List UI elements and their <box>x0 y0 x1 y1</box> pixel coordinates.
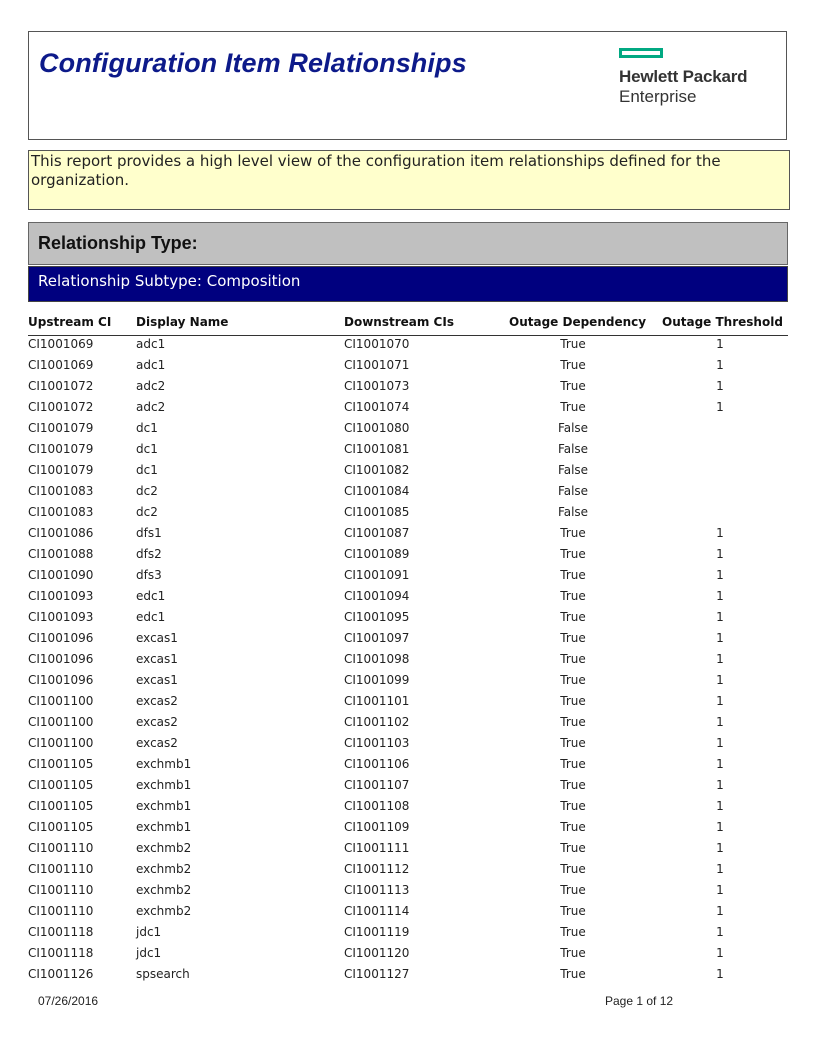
display-name-cell: jdc1 <box>136 946 162 960</box>
downstream-ci-cell: CI1001080 <box>344 421 410 435</box>
outage-threshold-cell: 1 <box>716 610 724 624</box>
upstream-ci-cell: CI1001118 <box>28 946 94 960</box>
display-name-cell: edc1 <box>136 610 166 624</box>
outage-threshold-cell: 1 <box>716 883 724 897</box>
logo-text-line1: Hewlett Packard <box>619 67 748 86</box>
relationship-type-label: Relationship Type: <box>38 233 198 253</box>
downstream-ci-cell: CI1001073 <box>344 379 410 393</box>
upstream-ci-cell: CI1001090 <box>28 568 94 582</box>
column-header-outage-threshold: Outage Threshold <box>662 315 783 329</box>
downstream-ci-cell: CI1001074 <box>344 400 410 414</box>
outage-dependency-cell: False <box>557 421 589 435</box>
upstream-ci-cell: CI1001079 <box>28 463 94 477</box>
display-name-cell: excas2 <box>136 736 178 750</box>
outage-threshold-cell: 1 <box>716 736 724 750</box>
outage-dependency-cell: True <box>560 757 586 771</box>
table-row <box>0 420 816 441</box>
outage-threshold-cell: 1 <box>716 631 724 645</box>
table-row <box>0 777 816 798</box>
table-row <box>0 966 816 987</box>
outage-dependency-cell: True <box>560 547 586 561</box>
downstream-ci-cell: CI1001087 <box>344 526 410 540</box>
display-name-cell: excas1 <box>136 673 178 687</box>
upstream-ci-cell: CI1001069 <box>28 358 94 372</box>
upstream-ci-cell: CI1001100 <box>28 736 94 750</box>
outage-dependency-cell: True <box>560 778 586 792</box>
display-name-cell: excas2 <box>136 715 178 729</box>
table-row <box>0 588 816 609</box>
upstream-ci-cell: CI1001072 <box>28 400 94 414</box>
display-name-cell: exchmb1 <box>136 778 192 792</box>
outage-threshold-cell: 1 <box>716 757 724 771</box>
outage-threshold-cell: 1 <box>716 652 724 666</box>
relationship-type-header <box>28 222 788 265</box>
display-name-cell: exchmb1 <box>136 820 192 834</box>
relationship-subtype-label: Relationship Subtype: Composition <box>38 272 301 290</box>
outage-dependency-cell: False <box>557 463 589 477</box>
table-row <box>0 546 816 567</box>
upstream-ci-cell: CI1001093 <box>28 610 94 624</box>
upstream-ci-cell: CI1001110 <box>28 862 94 876</box>
table-row <box>0 924 816 945</box>
upstream-ci-cell: CI1001100 <box>28 715 94 729</box>
outage-threshold-cell: 1 <box>716 547 724 561</box>
outage-threshold-cell: 1 <box>716 862 724 876</box>
display-name-cell: dc2 <box>136 484 158 498</box>
table-row <box>0 630 816 651</box>
display-name-cell: excas2 <box>136 694 178 708</box>
downstream-ci-cell: CI1001089 <box>344 547 410 561</box>
downstream-ci-cell: CI1001127 <box>344 967 410 981</box>
upstream-ci-cell: CI1001105 <box>28 757 94 771</box>
footer-page-number: Page 1 of 12 <box>605 994 674 1008</box>
display-name-cell: adc2 <box>136 379 166 393</box>
upstream-ci-cell: CI1001093 <box>28 589 94 603</box>
table-row <box>0 798 816 819</box>
downstream-ci-cell: CI1001106 <box>344 757 410 771</box>
table-row <box>0 441 816 462</box>
table-row <box>0 378 816 399</box>
upstream-ci-cell: CI1001100 <box>28 694 94 708</box>
outage-dependency-cell: False <box>557 505 589 519</box>
outage-dependency-cell: True <box>560 820 586 834</box>
downstream-ci-cell: CI1001107 <box>344 778 410 792</box>
display-name-cell: adc1 <box>136 337 166 351</box>
outage-threshold-cell: 1 <box>716 715 724 729</box>
table-row <box>0 903 816 924</box>
outage-threshold-cell: 1 <box>716 946 724 960</box>
outage-threshold-cell: 1 <box>716 925 724 939</box>
display-name-cell: dfs3 <box>136 568 162 582</box>
outage-dependency-cell: True <box>560 715 586 729</box>
upstream-ci-cell: CI1001105 <box>28 799 94 813</box>
downstream-ci-cell: CI1001101 <box>344 694 410 708</box>
outage-threshold-cell: 1 <box>716 673 724 687</box>
display-name-cell: spsearch <box>136 967 190 981</box>
downstream-ci-cell: CI1001119 <box>344 925 410 939</box>
outage-threshold-cell: 1 <box>716 820 724 834</box>
downstream-ci-cell: CI1001103 <box>344 736 410 750</box>
downstream-ci-cell: CI1001084 <box>344 484 410 498</box>
outage-dependency-cell: True <box>560 358 586 372</box>
outage-threshold-cell: 1 <box>716 841 724 855</box>
column-header-upstream-ci: Upstream CI <box>28 315 112 329</box>
downstream-ci-cell: CI1001097 <box>344 631 410 645</box>
outage-dependency-cell: True <box>560 967 586 981</box>
upstream-ci-cell: CI1001105 <box>28 778 94 792</box>
downstream-ci-cell: CI1001085 <box>344 505 410 519</box>
upstream-ci-cell: CI1001096 <box>28 631 94 645</box>
outage-dependency-cell: True <box>560 736 586 750</box>
upstream-ci-cell: CI1001079 <box>28 442 94 456</box>
table-row <box>0 840 816 861</box>
outage-dependency-cell: True <box>560 694 586 708</box>
outage-dependency-cell: True <box>560 862 586 876</box>
upstream-ci-cell: CI1001110 <box>28 841 94 855</box>
outage-threshold-cell: 1 <box>716 589 724 603</box>
table-row <box>0 882 816 903</box>
column-header-downstream-cis: Downstream CIs <box>344 315 454 329</box>
table-row <box>0 945 816 966</box>
upstream-ci-cell: CI1001096 <box>28 652 94 666</box>
outage-threshold-cell: 1 <box>716 337 724 351</box>
display-name-cell: exchmb2 <box>136 883 192 897</box>
outage-threshold-cell: 1 <box>716 799 724 813</box>
display-name-cell: dc1 <box>136 421 158 435</box>
outage-dependency-cell: True <box>560 568 586 582</box>
downstream-ci-cell: CI1001109 <box>344 820 410 834</box>
outage-dependency-cell: True <box>560 841 586 855</box>
downstream-ci-cell: CI1001108 <box>344 799 410 813</box>
upstream-ci-cell: CI1001105 <box>28 820 94 834</box>
display-name-cell: exchmb2 <box>136 904 192 918</box>
outage-dependency-cell: False <box>557 442 589 456</box>
downstream-ci-cell: CI1001098 <box>344 652 410 666</box>
downstream-ci-cell: CI1001099 <box>344 673 410 687</box>
outage-dependency-cell: True <box>560 610 586 624</box>
display-name-cell: exchmb2 <box>136 862 192 876</box>
outage-threshold-cell: 1 <box>716 526 724 540</box>
upstream-ci-cell: CI1001088 <box>28 547 94 561</box>
downstream-ci-cell: CI1001112 <box>344 862 410 876</box>
hpe-logo-icon <box>619 48 663 58</box>
table-row <box>0 651 816 672</box>
downstream-ci-cell: CI1001070 <box>344 337 410 351</box>
table-row <box>0 672 816 693</box>
relationship-subtype-header <box>28 266 788 302</box>
table-row <box>0 819 816 840</box>
table-row <box>0 714 816 735</box>
upstream-ci-cell: CI1001110 <box>28 883 94 897</box>
upstream-ci-cell: CI1001072 <box>28 379 94 393</box>
outage-dependency-cell: True <box>560 799 586 813</box>
outage-dependency-cell: True <box>560 925 586 939</box>
outage-dependency-cell: True <box>560 946 586 960</box>
table-row <box>0 693 816 714</box>
outage-threshold-cell: 1 <box>716 694 724 708</box>
downstream-ci-cell: CI1001071 <box>344 358 410 372</box>
downstream-ci-cell: CI1001120 <box>344 946 410 960</box>
downstream-ci-cell: CI1001113 <box>344 883 410 897</box>
display-name-cell: dfs1 <box>136 526 162 540</box>
upstream-ci-cell: CI1001083 <box>28 505 94 519</box>
table-row <box>0 462 816 483</box>
downstream-ci-cell: CI1001111 <box>344 841 410 855</box>
downstream-ci-cell: CI1001094 <box>344 589 410 603</box>
table-row <box>0 735 816 756</box>
table-row <box>0 504 816 525</box>
display-name-cell: dc2 <box>136 505 158 519</box>
display-name-cell: exchmb2 <box>136 841 192 855</box>
display-name-cell: dc1 <box>136 463 158 477</box>
upstream-ci-cell: CI1001096 <box>28 673 94 687</box>
outage-threshold-cell: 1 <box>716 967 724 981</box>
table-row <box>0 483 816 504</box>
upstream-ci-cell: CI1001079 <box>28 421 94 435</box>
outage-dependency-cell: False <box>557 484 589 498</box>
outage-dependency-cell: True <box>560 526 586 540</box>
column-header-outage-dependency: Outage Dependency <box>509 315 647 329</box>
outage-threshold-cell: 1 <box>716 379 724 393</box>
downstream-ci-cell: CI1001082 <box>344 463 410 477</box>
upstream-ci-cell: CI1001083 <box>28 484 94 498</box>
display-name-cell: dc1 <box>136 442 158 456</box>
upstream-ci-cell: CI1001126 <box>28 967 94 981</box>
report-header <box>28 31 787 140</box>
upstream-ci-cell: CI1001110 <box>28 904 94 918</box>
table-row <box>0 357 816 378</box>
upstream-ci-cell: CI1001118 <box>28 925 94 939</box>
outage-threshold-cell: 1 <box>716 400 724 414</box>
downstream-ci-cell: CI1001114 <box>344 904 410 918</box>
outage-dependency-cell: True <box>560 652 586 666</box>
outage-threshold-cell: 1 <box>716 778 724 792</box>
display-name-cell: excas1 <box>136 652 178 666</box>
display-name-cell: jdc1 <box>136 925 162 939</box>
table-row <box>0 861 816 882</box>
outage-threshold-cell: 1 <box>716 904 724 918</box>
logo-text-line2: Enterprise <box>619 87 697 106</box>
table-row <box>0 756 816 777</box>
outage-dependency-cell: True <box>560 904 586 918</box>
display-name-cell: exchmb1 <box>136 757 192 771</box>
footer-date: 07/26/2016 <box>38 994 99 1008</box>
outage-dependency-cell: True <box>560 673 586 687</box>
downstream-ci-cell: CI1001091 <box>344 568 410 582</box>
table-row <box>0 567 816 588</box>
display-name-cell: exchmb1 <box>136 799 192 813</box>
upstream-ci-cell: CI1001069 <box>28 337 94 351</box>
outage-threshold-cell: 1 <box>716 568 724 582</box>
outage-threshold-cell: 1 <box>716 358 724 372</box>
outage-dependency-cell: True <box>560 631 586 645</box>
column-header-display-name: Display Name <box>136 315 229 329</box>
outage-dependency-cell: True <box>560 400 586 414</box>
report-title: Configuration Item Relationships <box>39 48 467 78</box>
downstream-ci-cell: CI1001081 <box>344 442 410 456</box>
downstream-ci-cell: CI1001095 <box>344 610 410 624</box>
hpe-logo <box>619 48 769 108</box>
table-row <box>0 525 816 546</box>
display-name-cell: excas1 <box>136 631 178 645</box>
outage-dependency-cell: True <box>560 589 586 603</box>
display-name-cell: edc1 <box>136 589 166 603</box>
report-description: This report provides a high level view of the configuration item relationships defined for the organization. <box>28 150 790 210</box>
upstream-ci-cell: CI1001086 <box>28 526 94 540</box>
downstream-ci-cell: CI1001102 <box>344 715 410 729</box>
relationship-table-body <box>0 336 816 987</box>
table-row <box>0 336 816 357</box>
table-row <box>0 609 816 630</box>
outage-dependency-cell: True <box>560 337 586 351</box>
outage-dependency-cell: True <box>560 379 586 393</box>
display-name-cell: dfs2 <box>136 547 162 561</box>
table-row <box>0 399 816 420</box>
display-name-cell: adc1 <box>136 358 166 372</box>
outage-dependency-cell: True <box>560 883 586 897</box>
display-name-cell: adc2 <box>136 400 166 414</box>
